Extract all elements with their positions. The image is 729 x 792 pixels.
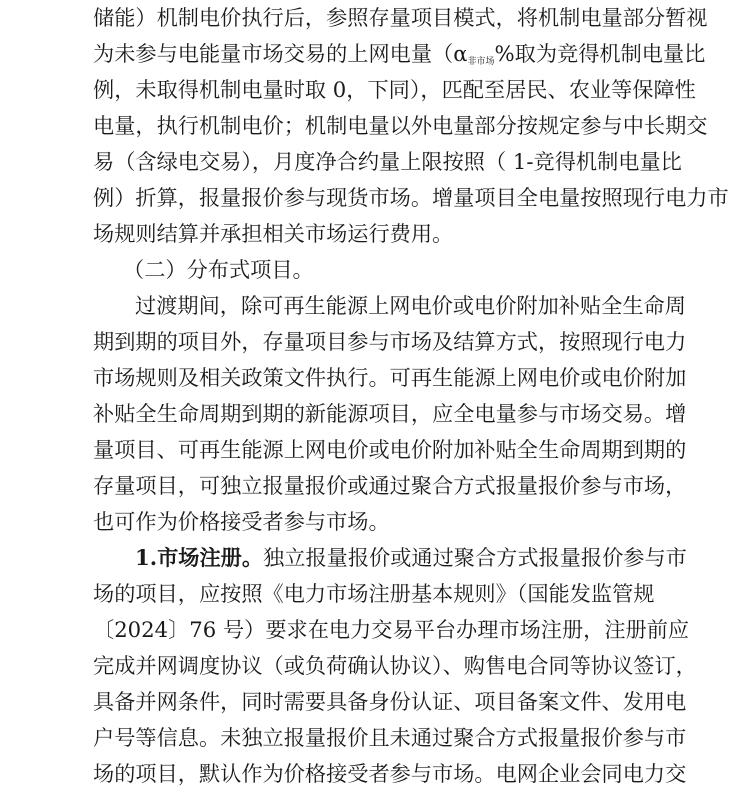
- text-line: 具备并网条件，同时需要具备身份认证、项目备案文件、发用电: [93, 689, 687, 714]
- text-line: [135, 540, 687, 576]
- text-line: 场的项目，应按照《电力市场注册基本规则》（国能发监管规: [93, 581, 655, 606]
- text-segment: 为未参与电能量市场交易的上网电量（: [93, 41, 454, 66]
- text-line: [93, 36, 706, 72]
- alpha-symbol: α: [453, 41, 468, 66]
- text-line: 完成并网调度协议（或负荷确认协议）、购售电合同等协议签订，: [93, 653, 697, 678]
- text-line: 量项目、可再生能源上网电价或电价附加补贴全生命周期到期的: [93, 437, 687, 462]
- text-line: 场规则结算并承担相关市场运行费用。: [93, 221, 454, 246]
- alpha-subscript: 非市场: [467, 57, 495, 67]
- text-line: 电量，执行机制电价；机制电量以外电量部分按规定参与中长期交: [93, 113, 708, 138]
- text-line: 易（含绿电交易），月度净合约量上限按照（ 1-竞得机制电量比: [93, 149, 682, 174]
- text-line: 〔2024〕76 号）要求在电力交易平台办理市场注册，注册前应: [93, 617, 690, 642]
- text-line: 过渡期间，除可再生能源上网电价或电价附加补贴全生命周: [135, 293, 686, 318]
- text-line: 场的项目，默认作为价格接受者参与市场。电网企业会同电力交: [93, 761, 687, 786]
- text-line: 户号等信息。未独立报量报价且未通过聚合方式报量报价参与市: [93, 725, 687, 750]
- text-line: 补贴全生命周期到期的新能源项目，应全电量参与市场交易。增: [93, 401, 687, 426]
- text-line: 存量项目，可独立报量报价或通过聚合方式报量报价参与市场，: [93, 473, 687, 498]
- clause-heading: 1.市场注册。: [135, 545, 264, 570]
- text-line: 例）折算，报量报价参与现货市场。增量项目全电量按照现行电力市: [93, 185, 729, 210]
- text-line: 储能）机制电价执行后，参照存量项目模式，将机制电量部分暂视: [93, 5, 708, 30]
- text-segment: 独立报量报价或通过聚合方式报量报价参与市: [263, 545, 687, 570]
- text-line: 也可作为价格接受者参与市场。: [93, 509, 390, 534]
- text-line: 市场规则及相关政策文件执行。可再生能源上网电价或电价附加: [93, 365, 687, 390]
- text-segment: %取为竞得机制电量比: [494, 41, 706, 66]
- text-line: 例，未取得机制电量时取 0，下同），匹配至居民、农业等保障性: [93, 77, 696, 102]
- section-heading: （二）分布式项目。: [123, 257, 314, 282]
- text-line: 期到期的项目外，存量项目参与市场及结算方式，按照现行电力: [93, 329, 687, 354]
